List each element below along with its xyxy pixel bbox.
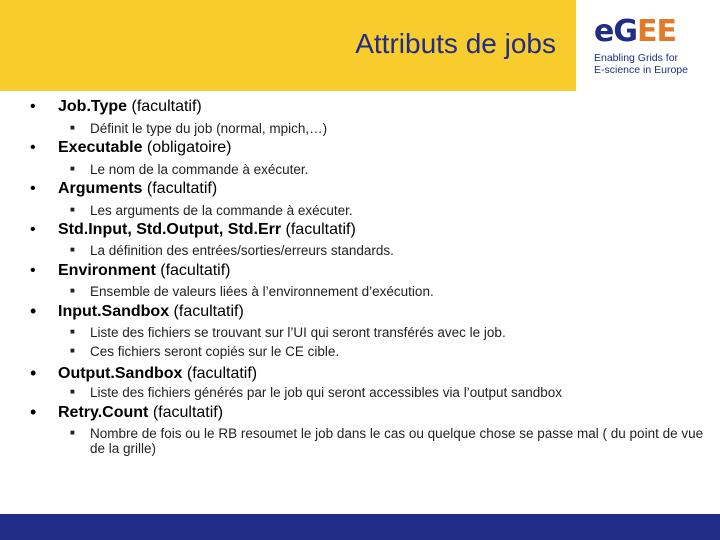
attribute-label bbox=[58, 303, 244, 321]
attribute-name: Job.Type bbox=[58, 98, 128, 115]
attribute-name: Retry.Count bbox=[58, 404, 149, 421]
attribute-label bbox=[58, 262, 230, 280]
description-text: Liste des fichiers générés par le job qui seront accessibles via l’output sandbox bbox=[90, 385, 563, 400]
description-text: Nombre de fois ou le RB resoumet le job dans le cas ou quelque chose se passe mal ( du point de vue de la grille) bbox=[90, 426, 704, 456]
square-bullet-icon: ■ bbox=[70, 346, 75, 355]
description-text: Le nom de la commande à exécuter. bbox=[90, 162, 309, 177]
bullet-icon: • bbox=[30, 221, 36, 238]
bullet-icon: • bbox=[30, 180, 36, 197]
attribute-name: Output.Sandbox bbox=[58, 365, 183, 382]
square-bullet-icon: ■ bbox=[70, 164, 75, 173]
square-bullet-icon: ■ bbox=[70, 245, 75, 254]
attribute-name: Executable bbox=[58, 139, 143, 156]
slide-title: Attributs de jobs bbox=[355, 28, 556, 59]
attribute-label bbox=[58, 365, 257, 383]
attribute-qualifier: (obligatoire) bbox=[142, 139, 232, 156]
square-bullet-icon: ■ bbox=[70, 205, 75, 214]
description-text: Les arguments de la commande à exécuter. bbox=[90, 203, 353, 218]
attribute-label bbox=[58, 180, 217, 198]
egee-logo bbox=[576, 0, 720, 91]
description-text: Définit le type du job (normal, mpich,…) bbox=[90, 121, 328, 136]
attribute-qualifier: (facultatif) bbox=[155, 262, 231, 279]
logo-tagline: Enabling Grids for E-science in Europe bbox=[594, 52, 688, 76]
attribute-name: Std.Input, Std.Output, Std.Err bbox=[58, 221, 282, 238]
attribute-qualifier: (facultatif) bbox=[182, 365, 258, 382]
description-text: La définition des entrées/sorties/erreurs standards. bbox=[90, 243, 394, 258]
attribute-qualifier: (facultatif) bbox=[148, 404, 224, 421]
square-bullet-icon: ■ bbox=[70, 428, 75, 437]
bullet-icon: • bbox=[30, 363, 37, 383]
description-text: Liste des fichiers se trouvant sur l’UI qui seront transférés avec le job. bbox=[90, 325, 506, 340]
logo-wordmark: eGEE bbox=[594, 14, 676, 49]
title-bar bbox=[0, 0, 576, 91]
attribute-name: Environment bbox=[58, 262, 156, 279]
bullet-icon: • bbox=[30, 301, 37, 321]
square-bullet-icon: ■ bbox=[70, 123, 75, 132]
square-bullet-icon: ■ bbox=[70, 327, 75, 336]
bullet-icon: • bbox=[30, 402, 37, 422]
attribute-label bbox=[58, 404, 223, 422]
description-text: Ensemble de valeurs liées à l’environnement d’exécution. bbox=[90, 284, 434, 299]
attribute-qualifier: (facultatif) bbox=[127, 98, 202, 115]
bullet-icon: • bbox=[30, 262, 36, 279]
attribute-label bbox=[58, 139, 231, 157]
attribute-label bbox=[58, 221, 356, 239]
attribute-qualifier: (facultatif) bbox=[281, 221, 356, 238]
description-text: Ces fichiers seront copiés sur le CE cible. bbox=[90, 344, 340, 359]
attribute-name: Input.Sandbox bbox=[58, 303, 170, 320]
bullet-icon: • bbox=[30, 139, 36, 156]
attribute-label bbox=[58, 98, 202, 116]
attribute-qualifier: (facultatif) bbox=[142, 180, 218, 197]
square-bullet-icon: ■ bbox=[70, 387, 75, 396]
attribute-name: Arguments bbox=[58, 180, 143, 197]
square-bullet-icon: ■ bbox=[70, 286, 75, 295]
footer-bar bbox=[0, 514, 720, 540]
attribute-qualifier: (facultatif) bbox=[169, 303, 244, 320]
bullet-icon: • bbox=[30, 98, 36, 115]
